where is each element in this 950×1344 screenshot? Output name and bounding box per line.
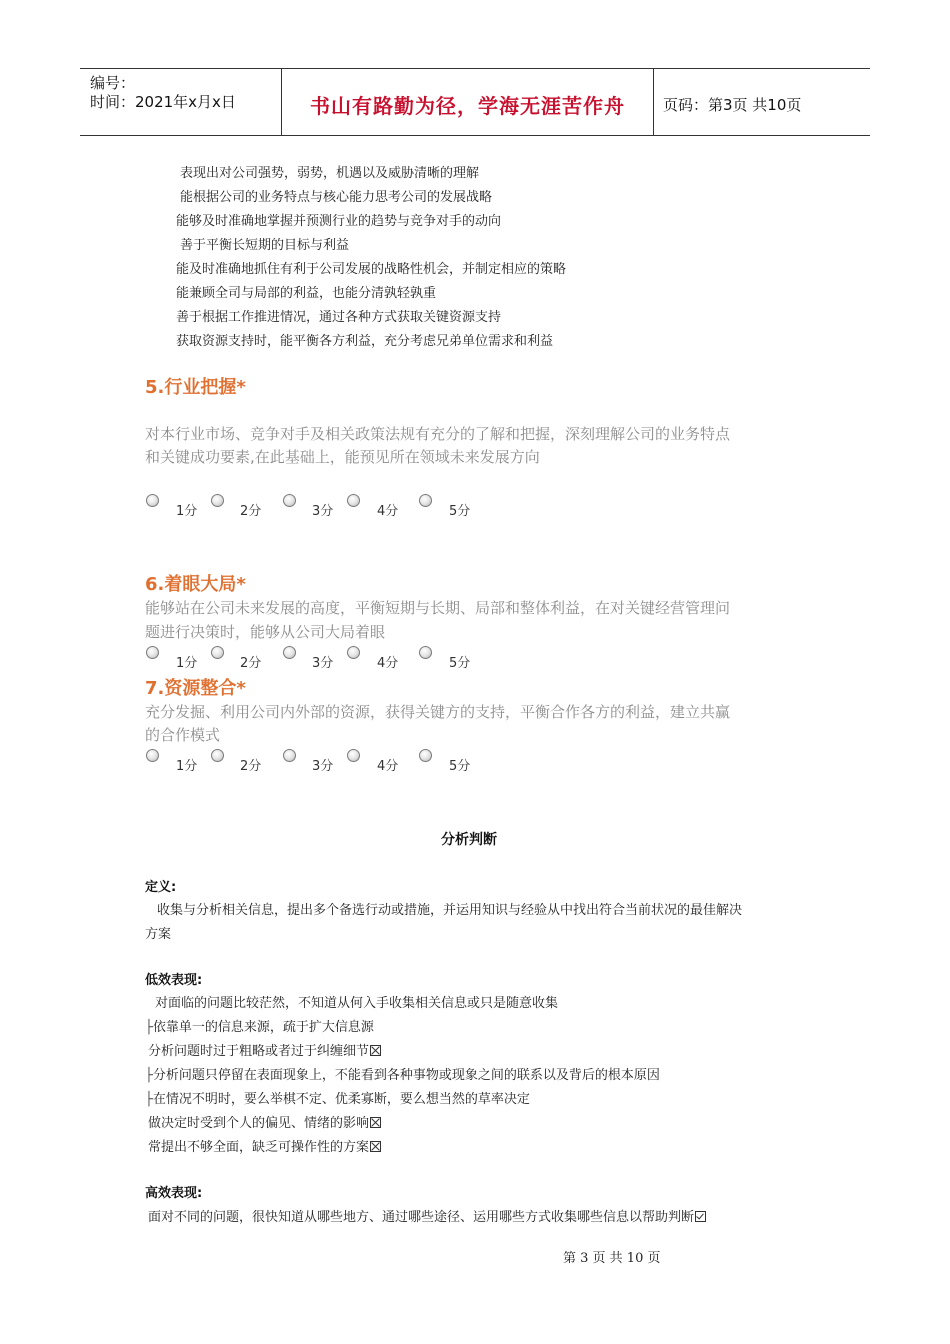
question-description: 能够站在公司未来发展的高度，平衡短期与长期、局部和整体利益，在对关键经营管理问 — [145, 599, 731, 617]
bullet-marker: ├ — [145, 1092, 153, 1107]
score-radio-2[interactable] — [211, 494, 224, 507]
score-option-label: 5分 — [449, 504, 471, 519]
header-time-label: 时间：2021年x月x日 — [90, 93, 236, 111]
cross-box-icon — [370, 1117, 381, 1128]
score-option-label: 1分 — [176, 656, 198, 671]
score-radio-5[interactable] — [419, 494, 432, 507]
question-title: 7.资源整合* — [145, 678, 246, 699]
strategy-line: 能及时准确地抓住有利于公司发展的战略性机会，并制定相应的策略 — [176, 262, 567, 277]
score-option-label: 2分 — [240, 759, 262, 774]
score-option-label: 4分 — [377, 656, 399, 671]
score-option-label: 1分 — [176, 504, 198, 519]
score-radio-3[interactable] — [283, 749, 296, 762]
score-option-label: 1分 — [176, 759, 198, 774]
score-option-label: 4分 — [377, 504, 399, 519]
score-radio-1[interactable] — [146, 494, 159, 507]
strategy-line: 能够及时准确地掌握并预测行业的趋势与竞争对手的动向 — [176, 214, 502, 229]
high-performance-label: 高效表现: — [145, 1186, 203, 1201]
low-performance-line: ├在情况不明时，要么举棋不定、优柔寡断，要么想当然的草率决定 — [145, 1092, 530, 1107]
score-radio-4[interactable] — [347, 749, 360, 762]
header-top-rule — [80, 68, 870, 69]
score-radio-5[interactable] — [419, 646, 432, 659]
score-radio-3[interactable] — [283, 646, 296, 659]
score-radio-4[interactable] — [347, 646, 360, 659]
strategy-line: 获取资源支持时，能平衡各方利益，充分考虑兄弟单位需求和利益 — [176, 334, 554, 349]
header-slogan: 书山有路勤为径，学海无涯苦作舟 — [310, 94, 625, 118]
question-description: 充分发掘、利用公司内外部的资源，获得关键方的支持，平衡合作各方的利益，建立共赢 — [145, 703, 731, 721]
header-number-label: 编号： — [90, 74, 136, 92]
score-radio-4[interactable] — [347, 494, 360, 507]
section-heading: 分析判断 — [441, 832, 497, 848]
low-performance-line: 做决定时受到个人的偏见、情绪的影响 — [148, 1112, 381, 1131]
header-divider-right — [653, 68, 654, 136]
score-radio-1[interactable] — [146, 749, 159, 762]
question-title: 5.行业把握* — [145, 377, 246, 398]
header-bottom-rule — [80, 135, 870, 136]
score-radio-2[interactable] — [211, 749, 224, 762]
question-description: 和关键成功要素,在此基础上，能预见所在领域未来发展方向 — [145, 448, 540, 466]
header-page-label: 页码：第3页 共10页 — [663, 96, 802, 114]
question-title: 6.着眼大局* — [145, 574, 246, 595]
score-radio-2[interactable] — [211, 646, 224, 659]
definition-label: 定义: — [145, 880, 177, 895]
score-option-label: 3分 — [312, 504, 334, 519]
strategy-line: 表现出对公司强势，弱势，机遇以及威胁清晰的理解 — [180, 166, 480, 181]
page-footer: 第 3 页 共 10 页 — [563, 1251, 661, 1266]
strategy-line: 能根据公司的业务特点与核心能力思考公司的发展战略 — [180, 190, 493, 205]
high-performance-line: 面对不同的问题，很快知道从哪些地方、通过哪些途径、运用哪些方式收集哪些信息以帮助判断 — [148, 1206, 706, 1225]
question-description: 题进行决策时，能够从公司大局着眼 — [145, 623, 386, 641]
definition-line: 收集与分析相关信息，提出多个备选行动或措施，并运用知识与经验从中找出符合当前状况的最佳解决 — [157, 903, 743, 918]
low-performance-label: 低效表现: — [145, 973, 203, 988]
question-description: 的合作模式 — [145, 726, 221, 744]
cross-box-icon — [370, 1141, 381, 1152]
score-option-label: 3分 — [312, 656, 334, 671]
score-option-label: 3分 — [312, 759, 334, 774]
strategy-line: 善于根据工作推进情况，通过各种方式获取关键资源支持 — [176, 310, 502, 325]
score-radio-3[interactable] — [283, 494, 296, 507]
bullet-marker: ├ — [145, 1020, 153, 1035]
score-option-label: 2分 — [240, 504, 262, 519]
low-performance-line: ├分析问题只停留在表面现象上，不能看到各种事物或现象之间的联系以及背后的根本原因 — [145, 1068, 660, 1083]
low-performance-line: 分析问题时过于粗略或者过于纠缠细节 — [148, 1040, 381, 1059]
strategy-line: 能兼顾全司与局部的利益，也能分清孰轻孰重 — [176, 286, 437, 301]
question-description: 对本行业市场、竞争对手及相关政策法规有充分的了解和把握，深刻理解公司的业务特点 — [145, 425, 731, 443]
bullet-marker: ├ — [145, 1068, 153, 1083]
strategy-line: 善于平衡长短期的目标与利益 — [180, 238, 350, 253]
low-performance-line: 对面临的问题比较茫然，不知道从何入手收集相关信息或只是随意收集 — [155, 996, 559, 1011]
score-option-label: 5分 — [449, 759, 471, 774]
definition-line: 方案 — [145, 927, 172, 942]
score-option-label: 2分 — [240, 656, 262, 671]
low-performance-line: ├依靠单一的信息来源，疏于扩大信息源 — [145, 1020, 374, 1035]
low-performance-line: 常提出不够全面，缺乏可操作性的方案 — [148, 1136, 381, 1155]
check-box-icon — [695, 1211, 706, 1222]
score-option-label: 4分 — [377, 759, 399, 774]
cross-box-icon — [370, 1045, 381, 1056]
score-option-label: 5分 — [449, 656, 471, 671]
score-radio-5[interactable] — [419, 749, 432, 762]
score-radio-1[interactable] — [146, 646, 159, 659]
